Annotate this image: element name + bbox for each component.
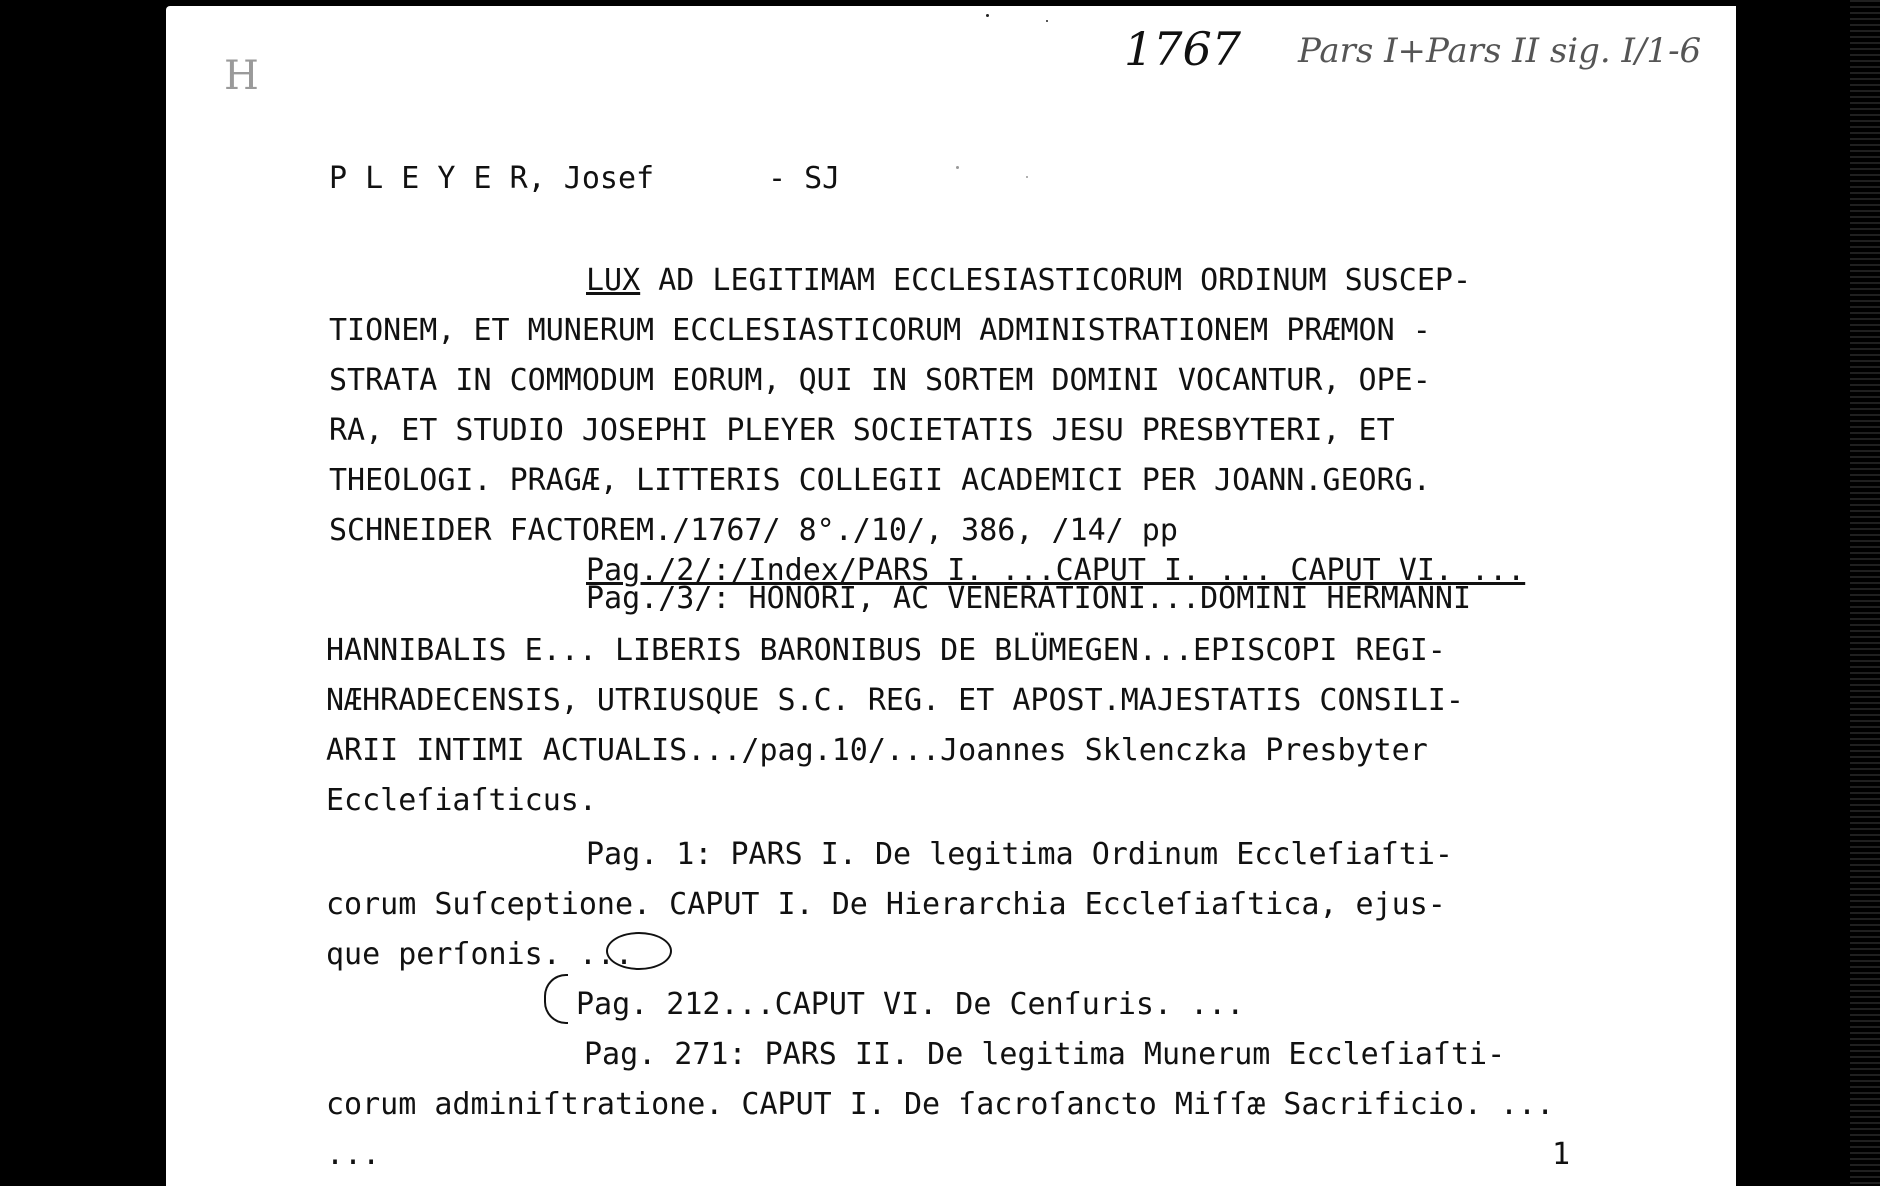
- pag3-line-3: NÆHRADECENSIS, UTRIUSQUE S.C. REG. ET APOST.MAJESTATIS CONSILI-: [326, 683, 1464, 718]
- pag2-line: Pag./2/:/Index/PARS I. ...CAPUT I. ... CAPUT VI. ...: [586, 553, 1526, 588]
- pag271-line-2: corum adminiſtratione. CAPUT I. De ſacroſancto Miſſæ Sacrificio. ...: [326, 1087, 1555, 1122]
- pag1-line-2: corum Suſceptione. CAPUT I. De Hierarchia Eccleſiaſtica, ejus-: [326, 887, 1446, 922]
- handwritten-year: 1767: [1124, 22, 1242, 76]
- pag271-line-3: ...: [326, 1137, 381, 1172]
- pag212-line: Pag. 212...CAPUT VI. De Cenſuris. ...: [576, 987, 1245, 1022]
- pag3-line-4: ARII INTIMI ACTUALIS.../pag.10/...Joannes Sklenczka Presbyter: [326, 733, 1428, 768]
- catalog-card: [166, 6, 1736, 1186]
- page-number: 1: [1552, 1137, 1571, 1172]
- handwritten-ellipsis-circle: [606, 932, 672, 970]
- margin-mark: H: [224, 53, 259, 99]
- title-line-1-rest: AD LEGITIMAM ECCLESIASTICORUM ORDINUM SUSCEP-: [640, 263, 1472, 298]
- scan-speckle: [1046, 20, 1048, 22]
- title-line-5: THEOLOGI. PRAGÆ, LITTERIS COLLEGII ACADEMICI PER JOANN.GEORG.: [329, 463, 1431, 498]
- pag3-line-5: Eccleſiaſticus.: [326, 783, 597, 818]
- pag1-line-1: Pag. 1: PARS I. De legitima Ordinum Eccleſiaſti-: [586, 837, 1453, 872]
- author-name: P L E Y E R, Josef: [329, 161, 655, 196]
- religious-order: - SJ: [768, 161, 841, 196]
- pag3-line-2: HANNIBALIS E... LIBERIS BARONIBUS DE BLÜMEGEN...EPISCOPI REGI-: [326, 633, 1446, 668]
- pag3-line-1: Pag./3/: HONORI, AC VENERATIONI...DOMINI HERMANNI: [586, 581, 1472, 616]
- title-line-6: SCHNEIDER FACTOREM./1767/ 8°./10/, 386, /14/ pp: [329, 513, 1178, 548]
- title-line-2: TIONEM, ET MUNERUM ECCLESIASTICORUM ADMINISTRATIONEM PRÆMON -: [329, 313, 1431, 348]
- handwritten-location: Pars I+Pars II sig. I/1-6: [1298, 31, 1702, 71]
- title-first-word: LUX: [586, 263, 641, 298]
- scan-edge-noise: [1850, 0, 1880, 1186]
- title-line-3: STRATA IN COMMODUM EORUM, QUI IN SORTEM DOMINI VOCANTUR, OPE-: [329, 363, 1431, 398]
- scan-speckle: [956, 166, 959, 169]
- pag1-line-3: que perſonis. ...: [326, 937, 634, 972]
- title-line-4: RA, ET STUDIO JOSEPHI PLEYER SOCIETATIS JESU PRESBYTERI, ET: [329, 413, 1395, 448]
- scan-speckle: [986, 14, 989, 17]
- scan-speckle: [1026, 176, 1028, 178]
- title-line: [586, 263, 1472, 298]
- pag271-line-1: Pag. 271: PARS II. De legitima Munerum Eccleſiaſti-: [584, 1037, 1506, 1072]
- handwritten-bracket: [544, 974, 568, 1024]
